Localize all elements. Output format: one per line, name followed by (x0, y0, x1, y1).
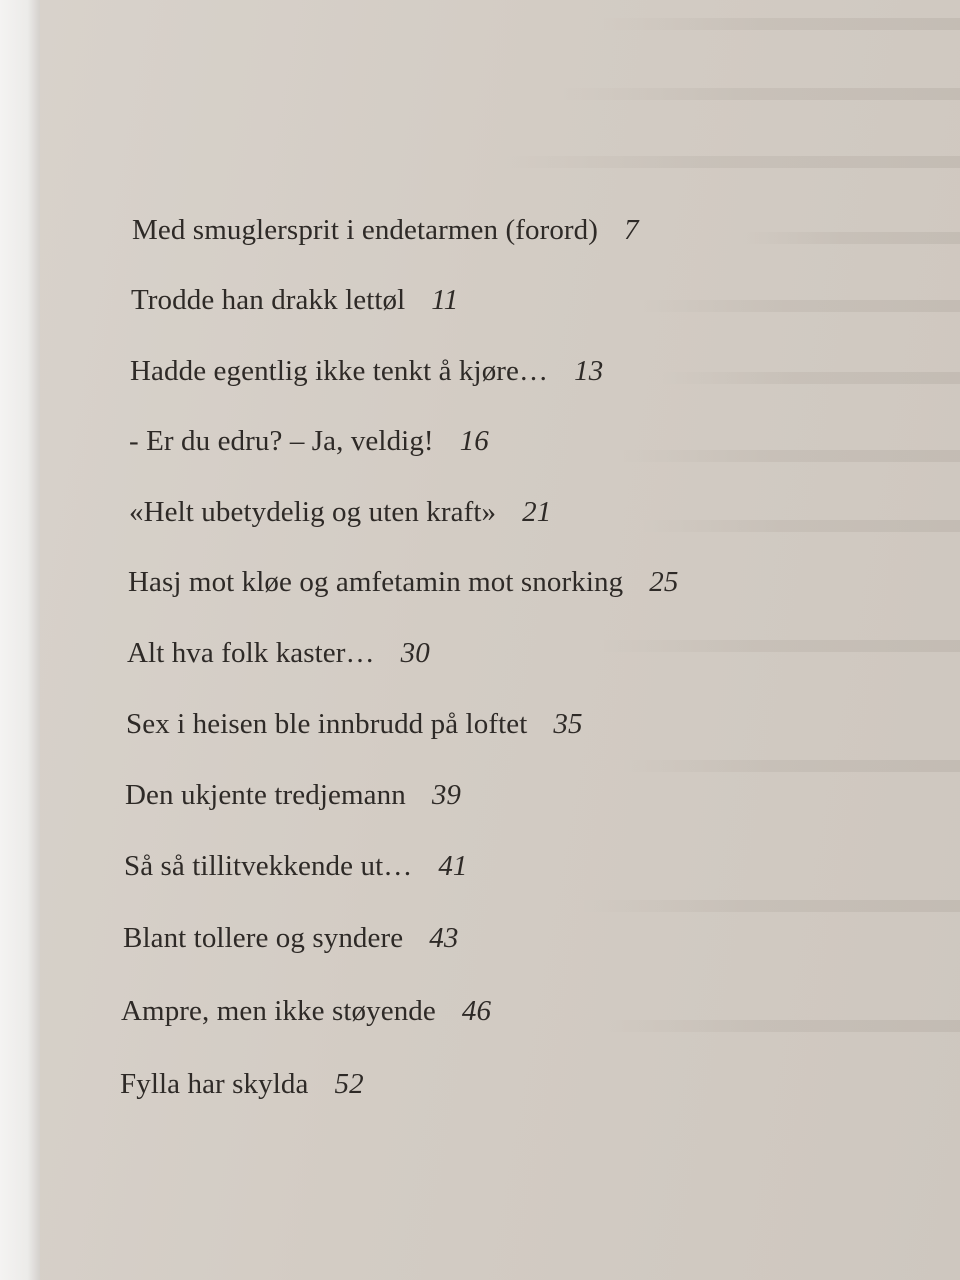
toc-entry-title: «Helt ubetydelig og uten kraft» (129, 496, 497, 528)
toc-entry (124, 850, 468, 883)
toc-entry-page: 52 (334, 1068, 364, 1100)
toc-entry-page: 7 (624, 214, 639, 246)
toc-entry-title: Hasj mot kløe og amfetamin mot snorking (128, 566, 624, 598)
toc-entry-title: - Er du edru? – Ja, veldig! (129, 425, 434, 457)
toc-entry-page: 21 (522, 496, 552, 528)
toc-entry (131, 284, 458, 317)
toc-entry-page: 43 (429, 922, 459, 954)
toc-entry (120, 1068, 364, 1101)
toc-entry-title: Alt hva folk kaster… (127, 637, 375, 669)
toc-entry-title: Sex i heisen ble innbrudd på loftet (126, 708, 528, 740)
toc-entry (130, 355, 603, 388)
toc-entry-page: 16 (459, 425, 489, 457)
toc-entry (128, 566, 678, 599)
toc-entry (121, 995, 491, 1028)
toc-entry-title: Så så tillitvekkende ut… (124, 850, 413, 882)
toc-entry-page: 46 (461, 995, 492, 1027)
toc-entry (126, 708, 583, 741)
toc-entry (123, 922, 458, 955)
toc-entry-page: 25 (649, 566, 679, 598)
toc-entry-title: Den ukjente tredjemann (125, 779, 406, 811)
toc-entry-title: Ampre, men ikke støyende (121, 995, 436, 1027)
toc-entry-page: 35 (553, 708, 583, 740)
toc-entry-title: Blant tollere og syndere (123, 922, 404, 954)
toc-entry (129, 425, 489, 458)
toc-entry (127, 637, 430, 670)
toc-entry-title: Med smuglersprit i endetarmen (forord) (132, 214, 599, 246)
toc-entry-title: Hadde egentlig ikke tenkt å kjøre… (130, 355, 549, 387)
toc-entry-title: Fylla har skylda (120, 1068, 309, 1100)
toc-entry-page: 41 (438, 850, 468, 882)
toc-entry-page: 13 (574, 355, 604, 387)
toc-entry-page: 39 (431, 779, 462, 811)
toc-entry (125, 779, 461, 812)
toc-entry-page: 11 (431, 284, 459, 316)
toc-entry-title: Trodde han drakk lettøl (131, 284, 406, 316)
toc-entry (129, 496, 551, 529)
toc-entry-page: 30 (400, 637, 430, 669)
toc-entry (132, 214, 639, 247)
